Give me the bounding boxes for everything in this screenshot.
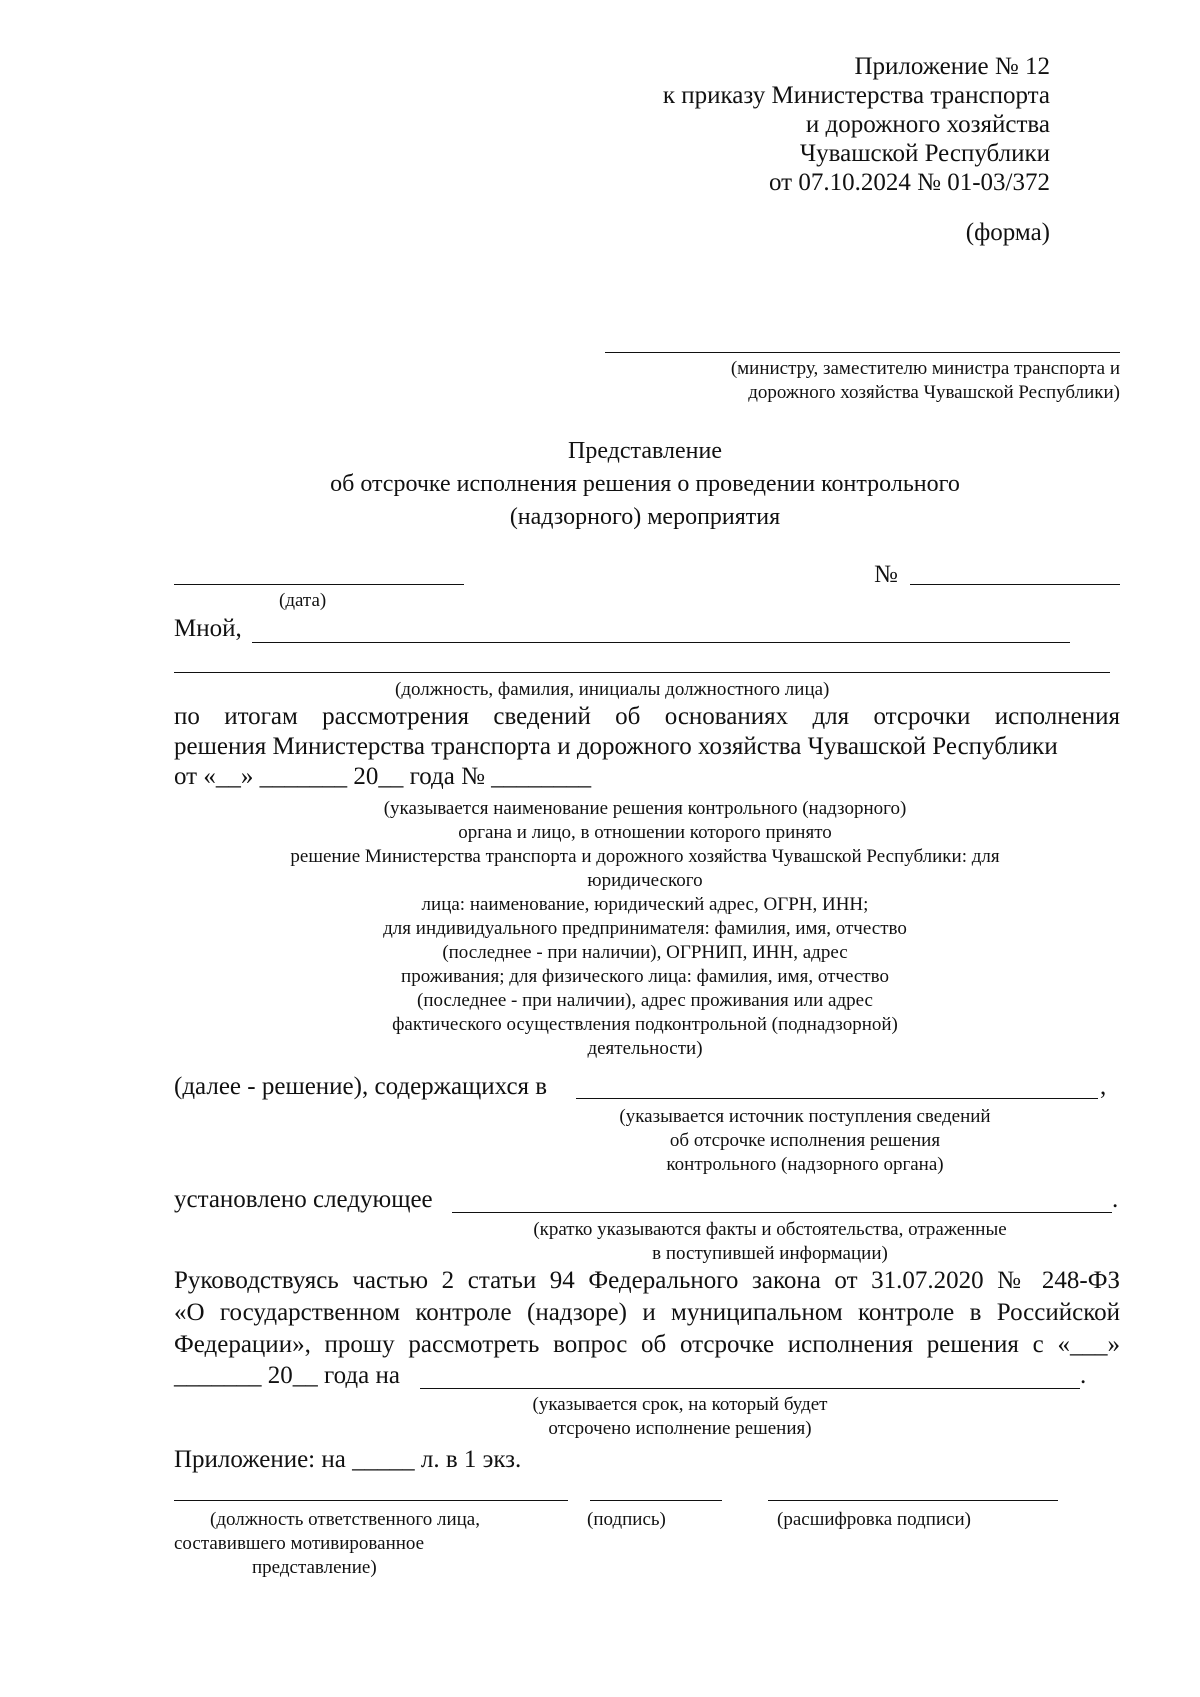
decision-caption-line: фактического осуществления подконтрольной (поднадзорной) [392,1014,898,1035]
decision-caption-line: решение Министерства транспорта и дорожного хозяйства Чувашской Республики: для [290,846,1000,867]
decoding-caption: (расшифровка подписи) [777,1509,971,1530]
title-line-1: Представление [568,438,722,464]
source-label: (далее - решение), содержащихся в [174,1073,548,1100]
addressee-caption-1: (министру, заместителю министра транспорта и [730,358,1120,379]
header-line-order: к приказу Министерства транспорта [662,82,1050,109]
header-line-ministry: и дорожного хозяйства [805,111,1050,138]
signature-caption: (подпись) [587,1509,666,1530]
position-signature-line[interactable] [174,1500,568,1501]
position-caption-line: представление) [252,1557,377,1578]
body1-line-1: по итогам рассмотрения сведений об основаниях для отсрочки исполнения [174,703,1120,730]
number-line[interactable] [910,584,1120,585]
decision-caption-line: (указывается наименование решения контрольного (надзорного) [383,798,907,819]
decision-caption-line: деятельности) [587,1038,703,1059]
decision-caption-line: юридического [587,870,703,891]
source-line[interactable] [576,1098,1098,1099]
established-line[interactable] [452,1212,1112,1213]
request-caption-line: отсрочено исполнение решения) [548,1418,812,1439]
title-line-3: (надзорного) мероприятия [509,504,781,530]
decoding-signature-line[interactable] [768,1500,1058,1501]
official-label: Мной, [174,615,242,642]
request-term-line[interactable] [420,1388,1080,1389]
established-trailing: . [1112,1186,1119,1213]
signature-line[interactable] [590,1500,722,1501]
established-label: установлено следующее [174,1186,433,1213]
established-caption-line: в поступившей информации) [652,1243,888,1264]
form-label: (форма) [965,219,1050,246]
addressee-caption-2: дорожного хозяйства Чувашской Республики) [748,382,1120,403]
source-caption-line: об отсрочке исполнения решения [669,1130,941,1151]
decision-caption-line: лица: наименование, юридический адрес, ОГРН, ИНН; [421,894,869,915]
official-line-2[interactable] [174,672,1110,673]
date-caption: (дата) [279,590,327,611]
request-trailing: . [1080,1362,1087,1389]
number-label: № [874,561,898,588]
official-line-1[interactable] [252,642,1070,643]
official-caption: (должность, фамилия, инициалы должностного лица) [395,679,830,700]
decision-caption-line: проживания; для физического лица: фамилия, имя, отчество [401,966,889,987]
source-caption-line: контрольного (надзорного органа) [666,1154,944,1175]
body1-line-3: от «__» _______ 20__ года № ________ [174,763,592,790]
addressee-line[interactable] [605,352,1120,353]
title-line-2: об отсрочке исполнения решения о проведении контрольного [330,471,960,497]
decision-caption-line: (последнее - при наличии), адрес проживания или адрес [417,990,873,1011]
header-line-appendix: Приложение № 12 [854,53,1050,80]
header-line-date: от 07.10.2024 № 01-03/372 [769,169,1050,196]
request-line-2: «О государственном контроле (надзоре) и муниципальном контроле в Российской [174,1299,1120,1326]
decision-caption-line: (последнее - при наличии), ОГРНИП, ИНН, адрес [442,942,848,963]
position-caption-line: составившего мотивированное [174,1533,425,1554]
body1-line-2: решения Министерства транспорта и дорожного хозяйства Чувашской Республики [174,733,1058,760]
attachment-text: Приложение: на _____ л. в 1 экз. [174,1446,522,1473]
established-caption-line: (кратко указываются факты и обстоятельства, отраженные [533,1219,1007,1240]
request-caption-line: (указывается срок, на который будет [532,1394,828,1415]
source-trailing: , [1100,1073,1107,1100]
header-line-republic: Чувашской Республики [799,140,1050,167]
request-line-4-label: _______ 20__ года на [174,1362,400,1389]
source-caption-line: (указывается источник поступления сведений [619,1106,991,1127]
request-line-3: Федерации», прошу рассмотреть вопрос об отсрочке исполнения решения с «___» [174,1331,1120,1358]
position-caption-line: (должность ответственного лица, [210,1509,480,1530]
decision-caption-line: для индивидуального предпринимателя: фамилия, имя, отчество [383,918,907,939]
decision-caption-line: органа и лицо, в отношении которого принято [458,822,832,843]
request-line-1: Руководствуясь частью 2 статьи 94 Федерального закона от 31.07.2020 № 248-ФЗ [174,1267,1120,1294]
date-line[interactable] [174,584,464,585]
